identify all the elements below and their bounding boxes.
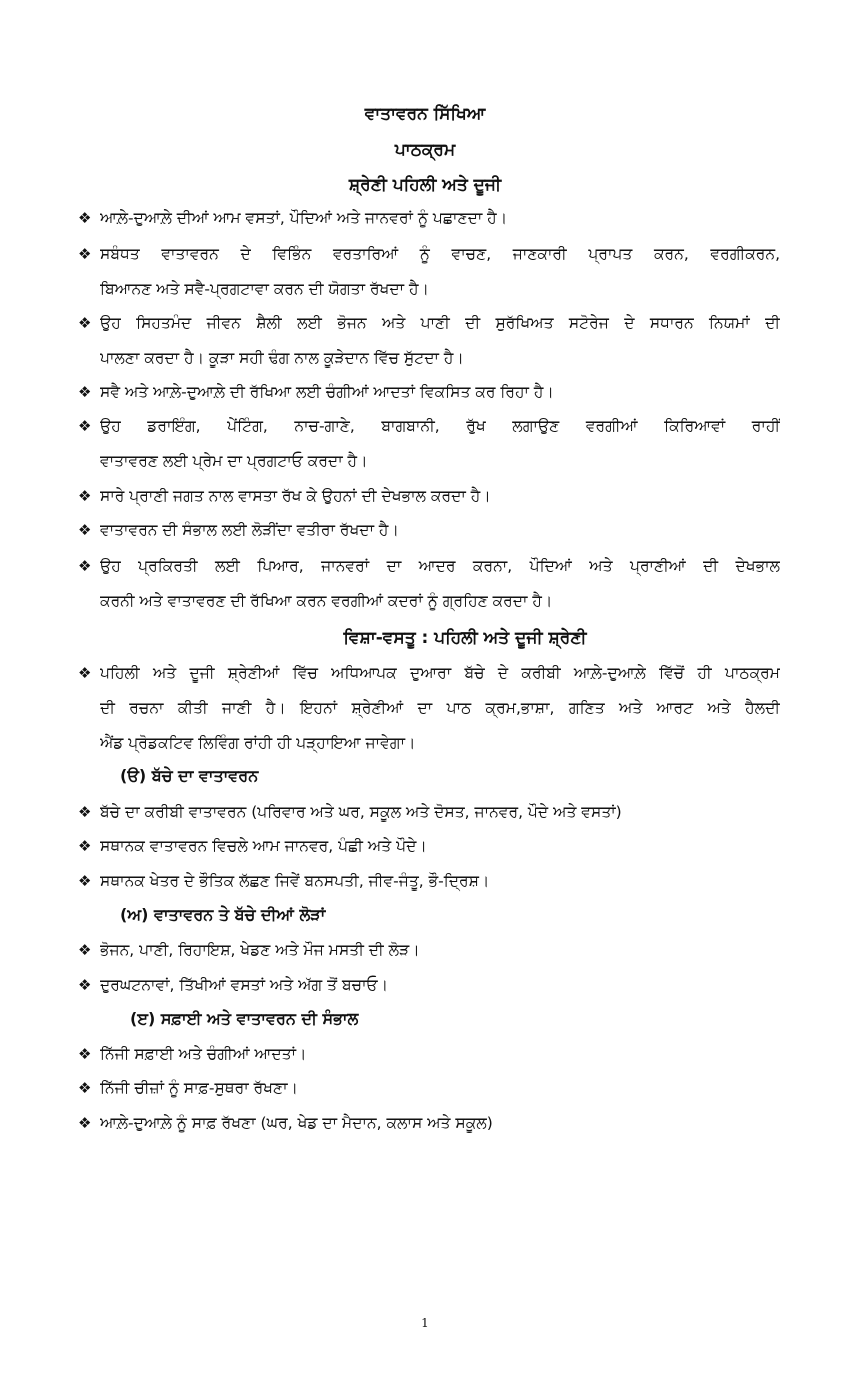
- bullet-icon: ❖: [78, 521, 92, 539]
- objective-line: ਉਹ ਪ੍ਰਕਿਰਤੀ ਲਈ ਪਿਆਰ, ਜਾਨਵਰਾਂ ਦਾ ਆਦਰ ਕਰਨਾ, ਪੌਦਿਆਂ ਅਤੇ ਪ੍ਰਾਣੀਆਂ ਦੀ ਦੇਖਭਾਲ: [100, 557, 780, 575]
- section-heading: (ੳ) ਬੱਚੇ ਦਾ ਵਾਤਾਵਰਨ: [120, 766, 259, 785]
- bullet-icon: ❖: [78, 383, 92, 401]
- section-item: [78, 829, 780, 864]
- content-intro-item: [78, 656, 780, 761]
- section-item: [78, 864, 780, 899]
- section-item: [78, 1106, 780, 1141]
- section-item-text: ਨਿੱਜੀ ਸਫ਼ਾਈ ਅਤੇ ਚੰਗੀਆਂ ਆਦਤਾਂ।: [100, 1045, 307, 1063]
- section-item-text: ਦੁਰਘਟਨਾਵਾਂ, ਤਿੱਖੀਆਂ ਵਸਤਾਂ ਅਤੇ ਅੱਗ ਤੋਂ ਬਚਾਓ।: [100, 976, 389, 994]
- syllabus-heading: ਪਾਠਕ੍ਰਮ: [394, 140, 456, 160]
- bullet-icon: ❖: [78, 1114, 92, 1132]
- objective-item: [78, 201, 780, 236]
- objective-item: [78, 306, 780, 376]
- objective-line: ਸਬੰਧਤ ਵਾਤਾਵਰਨ ਦੇ ਵਿਭਿੰਨ ਵਰਤਾਰਿਆਂ ਨੂੰ ਵਾਚਣ, ਜਾਣਕਾਰੀ ਪ੍ਰਾਪਤ ਕਰਨ, ਵਰਗੀਕਰਨ,: [100, 245, 780, 263]
- objective-line: ਪਾਲਣਾ ਕਰਦਾ ਹੈ। ਕੂੜਾ ਸਹੀ ਢੰਗ ਨਾਲ ਕੂੜੇਦਾਨ ਵਿੱਚ ਸੁੱਟਦਾ ਹੈ।: [100, 349, 464, 367]
- page-number: 1: [421, 1316, 429, 1330]
- bullet-icon: ❖: [78, 209, 92, 227]
- objective-item: [78, 479, 780, 514]
- bullet-icon: ❖: [78, 1045, 92, 1063]
- objective-line: ਸਾਰੇ ਪ੍ਰਾਣੀ ਜਗਤ ਨਾਲ ਵਾਸਤਾ ਰੱਖ ਕੇ ਉਹਨਾਂ ਦੀ ਦੇਖਭਾਲ ਕਰਦਾ ਹੈ।: [100, 487, 491, 505]
- content-intro-line: ਪਹਿਲੀ ਅਤੇ ਦੂਜੀ ਸ਼੍ਰੇਣੀਆਂ ਵਿੱਚ ਅਧਿਆਪਕ ਦੁਆਰਾ ਬੱਚੇ ਦੇ ਕਰੀਬੀ ਆਲ਼ੇ-ਦੁਆਲ਼ੇ ਵਿੱਚੋਂ ਹੀ ਪਾਠਕ੍ਰਮ: [100, 664, 780, 682]
- section-item-text: ਸਥਾਨਕ ਖੇਤਰ ਦੇ ਭੌਤਿਕ ਲੱਛਣ ਜਿਵੇਂ ਬਨਸਪਤੀ, ਜੀਵ-ਜੰਤੂ, ਭੌ-ਦ੍ਰਿਸ਼।: [100, 872, 490, 890]
- section-item: [78, 1037, 780, 1072]
- bullet-icon: ❖: [78, 245, 92, 263]
- bullet-icon: ❖: [78, 557, 92, 575]
- section-item-text: ਨਿੱਜੀ ਚੀਜ਼ਾਂ ਨੂੰ ਸਾਫ਼-ਸੁਥਰਾ ਰੱਖਣਾ।: [100, 1079, 298, 1097]
- objective-line: ਕਰਨੀ ਅਤੇ ਵਾਤਾਵਰਣ ਦੀ ਰੱਖਿਆ ਕਰਨ ਵਰਗੀਆਂ ਕਦਰਾਂ ਨੂੰ ਗ੍ਰਹਿਣ ਕਰਦਾ ਹੈ।: [100, 592, 553, 610]
- objective-line: ਵਾਤਾਵਰਨ ਦੀ ਸੰਭਾਲ ਲਈ ਲੋੜੀਂਦਾ ਵਤੀਰਾ ਰੱਖਦਾ ਹੈ।: [100, 521, 399, 539]
- section-item-text: ਸਥਾਨਕ ਵਾਤਾਵਰਨ ਵਿਚਲੇ ਆਮ ਜਾਨਵਰ, ਪੰਛੀ ਅਤੇ ਪੌਦੇ।: [100, 837, 427, 855]
- main-title: ਵਾਤਾਵਰਨ ਸਿੱਖਿਆ: [364, 104, 486, 124]
- bullet-icon: ❖: [78, 803, 92, 821]
- objective-item: [78, 237, 780, 307]
- objective-item: [78, 549, 780, 619]
- objective-line: ਉਹ ਸਿਹਤਮੰਦ ਜੀਵਨ ਸ਼ੈਲੀ ਲਈ ਭੋਜਨ ਅਤੇ ਪਾਣੀ ਦੀ ਸੁਰੱਖਿਅਤ ਸਟੋਰੇਜ ਦੇ ਸਧਾਰਨ ਨਿਯਮਾਂ ਦੀ: [100, 314, 780, 332]
- classes-heading: ਸ਼੍ਰੇਣੀ ਪਹਿਲੀ ਅਤੇ ਦੂਜੀ: [348, 175, 502, 195]
- section-item: [78, 795, 780, 830]
- content-intro-line: ਦੀ ਰਚਨਾ ਕੀਤੀ ਜਾਣੀ ਹੈ। ਇਹਨਾਂ ਸ਼੍ਰੇਣੀਆਂ ਦਾ ਪਾਠ ਕ੍ਰਮ,ਭਾਸ਼ਾ, ਗਣਿਤ ਅਤੇ ਆਰਟ ਅਤੇ ਹੈਲਦੀ: [100, 699, 780, 717]
- section-heading: (ਅ) ਵਾਤਾਵਰਨ ਤੇ ਬੱਚੇ ਦੀਆਂ ਲੋੜਾਂ: [120, 905, 326, 924]
- objective-line: ਬਿਆਨਣ ਅਤੇ ਸਵੈ-ਪ੍ਰਗਟਾਵਾ ਕਰਨ ਦੀ ਯੋਗਤਾ ਰੱਖਦਾ ਹੈ।: [100, 280, 429, 298]
- bullet-icon: ❖: [78, 1079, 92, 1097]
- objective-line: ਆਲ਼ੇ-ਦੁਆਲ਼ੇ ਦੀਆਂ ਆਮ ਵਸਤਾਂ, ਪੌਦਿਆਂ ਅਤੇ ਜਾਨਵਰਾਂ ਨੂੰ ਪਛਾਣਦਾ ਹੈ।: [100, 209, 508, 227]
- section-item-text: ਭੋਜਨ, ਪਾਣੀ, ਰਿਹਾਇਸ਼, ਖੇਡਣ ਅਤੇ ਮੌਜ ਮਸਤੀ ਦੀ ਲੋੜ।: [100, 941, 420, 959]
- objective-item: [78, 513, 780, 548]
- bullet-icon: ❖: [78, 487, 92, 505]
- bullet-icon: ❖: [78, 872, 92, 890]
- objective-line: ਵਾਤਾਵਰਣ ਲਈ ਪ੍ਰੇਮ ਦਾ ਪ੍ਰਗਟਾਓ ਕਰਦਾ ਹੈ।: [100, 452, 368, 470]
- objective-item: [78, 409, 780, 479]
- section-item: [78, 968, 780, 1003]
- bullet-icon: ❖: [78, 314, 92, 332]
- bullet-icon: ❖: [78, 976, 92, 994]
- bullet-icon: ❖: [78, 837, 92, 855]
- bullet-icon: ❖: [78, 941, 92, 959]
- section-item: [78, 933, 780, 968]
- content-heading: ਵਿਸ਼ਾ-ਵਸਤੂ : ਪਹਿਲੀ ਅਤੇ ਦੂਜੀ ਸ਼੍ਰੇਣੀ: [343, 628, 587, 648]
- section-item: [78, 1071, 780, 1106]
- content-intro-line: ਐਂਡ ਪ੍ਰੋਡਕਟਿਵ ਲਿਵਿੰਗ ਰਾਂਹੀ ਹੀ ਪੜ੍ਹਾਇਆ ਜਾਵੇਗਾ।: [100, 734, 416, 752]
- objective-line: ਉਹ ਡਰਾਇੰਗ, ਪੇਂਟਿੰਗ, ਨਾਚ-ਗਾਣੇ, ਬਾਗਬਾਨੀ, ਰੁੱਖ ਲਗਾਉਣ ਵਰਗੀਆਂ ਕਿਰਿਆਵਾਂ ਰਾਹੀਂ: [100, 417, 780, 435]
- section-item-text: ਬੱਚੇ ਦਾ ਕਰੀਬੀ ਵਾਤਾਵਰਨ (ਪਰਿਵਾਰ ਅਤੇ ਘਰ, ਸਕੂਲ ਅਤੇ ਦੋਸਤ, ਜਾਨਵਰ, ਪੌਦੇ ਅਤੇ ਵਸਤਾਂ): [100, 803, 622, 821]
- objective-line: ਸਵੈ ਅਤੇ ਆਲ਼ੇ-ਦੁਆਲ਼ੇ ਦੀ ਰੱਖਿਆ ਲਈ ਚੰਗੀਆਂ ਆਦਤਾਂ ਵਿਕਸਿਤ ਕਰ ਰਿਹਾ ਹੈ।: [100, 383, 554, 401]
- bullet-icon: ❖: [78, 664, 92, 682]
- bullet-icon: ❖: [78, 417, 92, 435]
- section-heading: (ੲ) ਸਫ਼ਾਈ ਅਤੇ ਵਾਤਾਵਰਨ ਦੀ ਸੰਭਾਲ: [130, 1009, 359, 1028]
- section-item-text: ਆਲ਼ੇ-ਦੁਆਲ਼ੇ ਨੂੰ ਸਾਫ਼ ਰੱਖਣਾ (ਘਰ, ਖੇਡ ਦਾ ਮੈਦਾਨ, ਕਲਾਸ ਅਤੇ ਸਕੂਲ): [100, 1114, 493, 1132]
- objective-item: [78, 375, 780, 410]
